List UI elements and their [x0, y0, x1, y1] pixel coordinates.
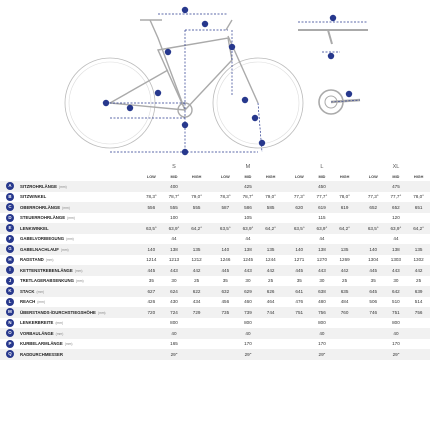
- cell-value: 30: [319, 278, 325, 284]
- cell-value: 35: [370, 278, 376, 284]
- table-row: [0, 276, 430, 287]
- cell-value: 626: [259, 286, 282, 297]
- row-letter-badge: J: [6, 277, 14, 285]
- low-header: LOW: [368, 174, 378, 179]
- size-s-header: S: [172, 163, 176, 170]
- cell-value: 555: [185, 202, 208, 213]
- row-label: VORBAULÄNGE: [20, 330, 54, 336]
- cell-value: 442: [407, 265, 430, 276]
- cell-value: 627: [140, 286, 163, 297]
- cell-value: 760: [333, 307, 356, 318]
- row-label: ÜBERSTANDS-/DURCHSTIEGSHÖHE: [20, 309, 96, 315]
- cell-value: 64,2°: [407, 223, 430, 234]
- cell-value: 63,9°: [163, 223, 186, 234]
- cell-value: 445: [214, 265, 237, 276]
- cell-value: 35: [148, 278, 154, 284]
- cell-value: 652: [385, 202, 408, 213]
- cell-value: 170: [392, 341, 400, 347]
- cell-value: 1271: [294, 257, 305, 263]
- row-letter-badge: K: [6, 287, 14, 295]
- cell-value: 135: [407, 244, 430, 255]
- cell-value: 115: [318, 215, 326, 221]
- cell-value: 619: [333, 202, 356, 213]
- cell-value: 800: [244, 320, 252, 326]
- marker-q: [103, 100, 109, 106]
- row-letter-badge: A: [6, 182, 14, 190]
- high-header: HIGH: [191, 174, 202, 179]
- cell-value: 622: [185, 286, 208, 297]
- table-row: [0, 192, 430, 203]
- cell-value: 35: [222, 278, 228, 284]
- cell-value: 1269: [339, 257, 350, 263]
- row-label: KURBELARMLÄNGE: [20, 341, 63, 347]
- row-letter-badge: E: [6, 224, 14, 232]
- setting-header-row: [0, 172, 430, 181]
- cell-value: 443: [311, 265, 334, 276]
- mid-header: MID: [244, 174, 252, 179]
- cell-value: 651: [407, 202, 430, 213]
- cell-value: 77,3°: [367, 194, 379, 200]
- bike-geometry-diagram: [0, 0, 430, 160]
- cell-value: 63,9°: [385, 223, 408, 234]
- row-unit: (mm): [60, 247, 69, 252]
- row-unit: (mm): [36, 289, 45, 294]
- cell-value: 165: [170, 341, 178, 347]
- marker-n: [330, 15, 336, 21]
- handlebar-detail: [298, 15, 368, 59]
- table-row: [0, 307, 430, 318]
- row-letter-badge: I: [6, 266, 14, 274]
- cell-value: 445: [140, 265, 163, 276]
- cell-value: 138: [163, 244, 186, 255]
- cell-value: 140: [288, 244, 311, 255]
- cell-value: 77,7°: [390, 194, 402, 200]
- marker-c: [182, 7, 188, 13]
- cell-value: 1303: [390, 257, 401, 263]
- cell-value: 450: [288, 181, 356, 192]
- marker-d: [229, 44, 235, 50]
- marker-e: [252, 115, 258, 121]
- row-label: KETTENSTREBENLÄNGE: [20, 267, 73, 273]
- table-row: [0, 223, 430, 234]
- cell-value: 30: [245, 278, 251, 284]
- cell-value: 30: [171, 278, 177, 284]
- marker-l: [202, 21, 208, 27]
- table-row: [0, 349, 430, 360]
- size-m-header: M: [245, 163, 251, 170]
- table-row: [0, 297, 430, 308]
- cell-value: 556: [140, 202, 163, 213]
- cell-value: 744: [259, 307, 282, 318]
- mid-header: MID: [392, 174, 400, 179]
- cell-value: 138: [385, 244, 408, 255]
- cell-value: 442: [333, 265, 356, 276]
- marker-h: [182, 149, 188, 155]
- row-unit: (mm): [59, 184, 67, 189]
- cell-value: 443: [385, 265, 408, 276]
- cell-value: 642: [385, 286, 408, 297]
- cell-value: 735: [214, 307, 237, 318]
- row-unit: (mm): [66, 237, 74, 242]
- high-header: HIGH: [265, 174, 276, 179]
- row-letter-badge: L: [6, 298, 14, 306]
- row-unit: (mm): [62, 205, 70, 210]
- cell-value: 63,5°: [288, 223, 311, 234]
- low-header: LOW: [146, 174, 156, 179]
- cell-value: 430: [170, 299, 178, 305]
- row-label: OBERROHRLÄNGE: [20, 204, 61, 210]
- marker-o: [328, 53, 334, 59]
- cell-value: 40: [288, 328, 356, 339]
- cell-value: 29": [288, 349, 356, 360]
- cell-value: 25: [342, 278, 348, 284]
- row-label: GABELVORBIEGUNG: [20, 236, 65, 242]
- cell-value: 25: [268, 278, 274, 284]
- row-label: REACH: [20, 299, 36, 305]
- cell-value: 480: [318, 299, 326, 305]
- cell-value: 400: [140, 181, 208, 192]
- cell-value: 443: [163, 265, 186, 276]
- cell-value: 456: [221, 299, 230, 305]
- cell-value: 64,2°: [259, 223, 282, 234]
- cell-value: 29": [362, 349, 430, 360]
- marker-f: [242, 97, 248, 103]
- cell-value: 40: [214, 328, 282, 339]
- row-unit: (mm): [37, 300, 45, 305]
- cell-value: 79,0°: [265, 194, 276, 200]
- cell-value: 140: [214, 244, 237, 255]
- row-letter-badge: M: [6, 308, 14, 316]
- cell-value: 78,3°: [145, 194, 157, 200]
- cell-value: 25: [416, 278, 422, 284]
- cell-value: 510: [392, 299, 400, 305]
- cell-value: 170: [244, 341, 252, 347]
- row-unit: (mm): [45, 258, 54, 263]
- cell-value: 555: [163, 202, 186, 213]
- cell-value: 464: [266, 299, 275, 305]
- table-row: [0, 265, 430, 276]
- cell-value: 460: [244, 299, 252, 305]
- cell-value: 620: [288, 202, 311, 213]
- cell-value: 44: [319, 236, 325, 242]
- cell-value: 44: [171, 236, 177, 242]
- cell-value: 78,7°: [168, 194, 180, 200]
- cell-value: 1304: [368, 257, 379, 263]
- row-label: RADSTAND: [20, 257, 44, 263]
- row-unit: (mm): [75, 279, 84, 284]
- geometry-table: [0, 161, 430, 360]
- cell-value: 724: [163, 307, 186, 318]
- cell-value: 442: [259, 265, 282, 276]
- cell-value: 44: [393, 236, 399, 242]
- low-header: LOW: [294, 174, 304, 179]
- cell-value: 586: [237, 202, 260, 213]
- cell-value: 140: [140, 244, 163, 255]
- cell-value: 1244: [265, 257, 276, 263]
- cell-value: 25: [194, 278, 200, 284]
- row-label: SITZWINKEL: [20, 194, 47, 200]
- dimension-lines: [106, 14, 262, 152]
- table-row: [0, 213, 430, 224]
- cell-value: 1246: [220, 257, 231, 263]
- cell-value: 40: [140, 328, 208, 339]
- row-unit: (mm): [64, 342, 73, 347]
- cell-value: 484: [340, 299, 349, 305]
- row-label: LENKERBREITE: [20, 320, 54, 326]
- cell-value: 425: [214, 181, 282, 192]
- cell-value: 585: [259, 202, 282, 213]
- size-header-row: [0, 161, 430, 172]
- row-letter-badge: C: [6, 203, 14, 211]
- cell-value: 475: [362, 181, 430, 192]
- cell-value: 78,7°: [242, 194, 254, 200]
- cell-value: 506: [369, 299, 378, 305]
- table-row: [0, 318, 430, 329]
- cell-value: 63,5°: [362, 223, 385, 234]
- cell-value: 729: [185, 307, 208, 318]
- cell-value: 105: [244, 215, 252, 221]
- row-unit: (mm): [74, 268, 83, 273]
- row-letter-badge: F: [6, 235, 14, 243]
- cell-value: 1214: [146, 257, 157, 263]
- cell-value: 442: [185, 265, 208, 276]
- cell-value: 635: [333, 286, 356, 297]
- cell-value: 170: [318, 341, 326, 347]
- table-row: [0, 286, 430, 297]
- row-unit: (mm): [55, 321, 64, 326]
- mid-header: MID: [318, 174, 326, 179]
- row-label: TRETLAGERABSENKUNG: [20, 278, 74, 284]
- cell-value: 619: [311, 202, 334, 213]
- marker-b: [155, 90, 161, 96]
- size-l-header: L: [320, 163, 324, 170]
- cell-value: 652: [362, 202, 385, 213]
- low-header: LOW: [220, 174, 230, 179]
- cell-value: 443: [237, 265, 260, 276]
- cell-value: 30: [393, 278, 399, 284]
- cell-value: 100: [170, 215, 178, 221]
- row-letter-badge: D: [6, 214, 14, 222]
- table-row: [0, 255, 430, 266]
- row-unit: (mm): [97, 310, 106, 315]
- row-label: RADDURCHMESSER: [20, 351, 63, 357]
- cell-value: 800: [392, 320, 400, 326]
- cell-value: 78,0°: [413, 194, 424, 200]
- cell-value: 639: [407, 286, 430, 297]
- cell-value: 63,9°: [311, 223, 334, 234]
- cell-value: 135: [333, 244, 356, 255]
- cell-value: 645: [362, 286, 385, 297]
- table-row: [0, 202, 430, 213]
- cell-value: 1245: [242, 257, 254, 263]
- cell-value: 1270: [316, 257, 328, 263]
- cell-value: 514: [414, 299, 423, 305]
- cell-value: 800: [170, 320, 178, 326]
- cell-value: 63,9°: [237, 223, 260, 234]
- cell-value: 426: [147, 299, 156, 305]
- row-letter-badge: P: [6, 340, 14, 348]
- cell-value: 756: [407, 307, 430, 318]
- table-row: [0, 234, 430, 245]
- marker-j: [182, 122, 188, 128]
- row-label: SITZROHRLÄNGE: [20, 183, 57, 189]
- cell-value: 40: [362, 328, 430, 339]
- row-letter-badge: H: [6, 256, 14, 264]
- high-header: HIGH: [413, 174, 424, 179]
- cell-value: 1302: [413, 257, 424, 263]
- size-xl-header: XL: [392, 163, 400, 170]
- row-label: LENKWINKEL: [20, 225, 49, 231]
- cell-value: 140: [362, 244, 385, 255]
- row-letter-badge: N: [6, 319, 14, 327]
- marker-p: [346, 91, 352, 97]
- row-label: STACK: [20, 288, 35, 294]
- cell-value: 135: [259, 244, 282, 255]
- cell-value: 751: [288, 307, 311, 318]
- cell-value: 638: [311, 286, 334, 297]
- cell-value: 64,2°: [333, 223, 356, 234]
- cell-value: 739: [237, 307, 260, 318]
- row-unit: (mm): [67, 216, 75, 221]
- cell-value: 751: [385, 307, 408, 318]
- row-letter-badge: Q: [6, 350, 14, 358]
- cell-value: 445: [288, 265, 311, 276]
- row-letter-badge: G: [6, 245, 14, 253]
- row-label: GABELNACHLAUF: [20, 246, 59, 252]
- cell-value: 135: [185, 244, 208, 255]
- cell-value: 79,0°: [191, 194, 203, 200]
- row-label: STEUERROHRLÄNGE: [20, 215, 66, 221]
- marker-g: [259, 140, 265, 146]
- row-letter-badge: O: [6, 329, 14, 337]
- cell-value: 746: [362, 307, 385, 318]
- cell-value: 138: [237, 244, 260, 255]
- cell-value: 63,5°: [140, 223, 163, 234]
- cell-value: 44: [245, 236, 251, 242]
- cell-value: 632: [214, 286, 237, 297]
- table-row: [0, 339, 430, 350]
- marker-i: [127, 105, 133, 111]
- cell-value: 78,0°: [339, 194, 350, 200]
- cell-value: 35: [296, 278, 302, 284]
- row-unit: (mm): [55, 331, 64, 336]
- cell-value: 77,7°: [316, 194, 328, 200]
- cell-value: 587: [214, 202, 237, 213]
- crankset-detail: [319, 90, 360, 114]
- geometry-table-body: [0, 181, 430, 360]
- cell-value: 64,2°: [185, 223, 208, 234]
- table-row: [0, 328, 430, 339]
- cell-value: 78,3°: [219, 194, 231, 200]
- cell-value: 29": [214, 349, 282, 360]
- cell-value: 120: [392, 215, 400, 221]
- cell-value: 476: [295, 299, 304, 305]
- cell-value: 641: [288, 286, 311, 297]
- marker-a: [165, 49, 171, 55]
- cell-value: 434: [192, 299, 201, 305]
- cell-value: 720: [140, 307, 163, 318]
- cell-value: 445: [362, 265, 385, 276]
- mid-header: MID: [170, 174, 178, 179]
- cell-value: 629: [237, 286, 260, 297]
- high-header: HIGH: [339, 174, 350, 179]
- cell-value: 756: [311, 307, 334, 318]
- table-row: [0, 181, 430, 192]
- cell-value: 77,3°: [293, 194, 305, 200]
- cell-value: 800: [318, 320, 326, 326]
- cell-value: 29": [140, 349, 208, 360]
- row-letter-badge: B: [6, 193, 14, 201]
- table-row: [0, 244, 430, 255]
- cell-value: 1212: [191, 257, 202, 263]
- cell-value: 624: [163, 286, 186, 297]
- cell-value: 1213: [168, 257, 180, 263]
- cell-value: 63,5°: [214, 223, 237, 234]
- cell-value: 138: [311, 244, 334, 255]
